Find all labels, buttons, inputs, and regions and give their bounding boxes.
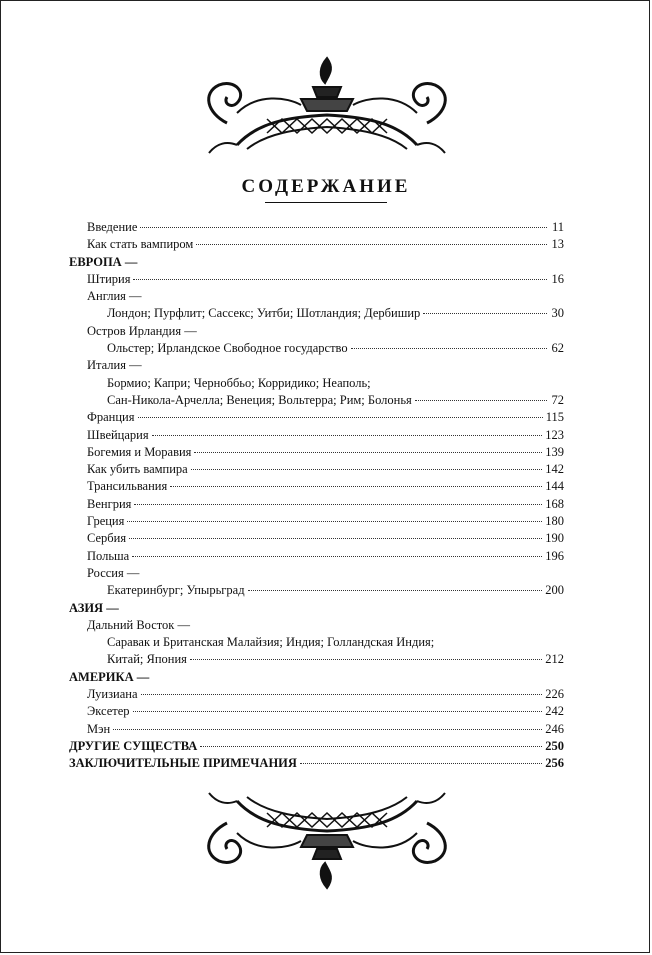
toc-entry-label: Франция [87,410,135,425]
toc-entry-page: 142 [545,462,564,477]
toc-entry-page: 226 [545,687,564,702]
toc-entry-label: Богемия и Моравия [87,444,192,459]
dot-leader [194,452,542,453]
toc-entry-label: Луизиана [87,687,138,702]
toc-entry [69,617,564,634]
toc-entry [69,288,564,305]
toc-entry-page: 123 [545,427,564,442]
dot-leader [152,435,543,436]
toc-entry-page: 180 [545,514,564,529]
toc-entry-page: 196 [545,548,564,563]
toc-entry-page: 250 [545,738,564,753]
toc-entry [69,651,564,668]
toc-entry [69,669,564,686]
toc-entry [69,323,564,340]
toc-entry-label: Трансильвания [87,479,168,494]
toc-entry-page: 62 [551,341,564,356]
toc-entry [69,703,564,720]
toc-entry-label: Сан-Никола-Арчелла; Венеция; Вольтерра; Рим; Болонья [107,392,412,407]
toc-entry-label: ЕВРОПА — [69,254,138,269]
toc-entry [69,686,564,703]
toc-entry [69,513,564,530]
dot-leader [138,417,543,418]
dot-leader [248,590,543,591]
dot-leader [423,313,547,314]
toc-entry-page: 72 [551,392,564,407]
toc-entry-label: Швейцария [87,427,149,442]
toc-entry-label: ДРУГИЕ СУЩЕСТВА [69,738,198,753]
title-underline [265,202,387,203]
toc-entry [69,478,564,495]
toc-entry-page: 190 [545,531,564,546]
toc-entry [69,392,564,409]
dot-leader [351,348,547,349]
toc-entry [69,254,564,271]
toc-entry-label: Бормио; Капри; Черноббьо; Корридико; Неаполь; [107,375,371,390]
toc-entry-page: 212 [545,652,564,667]
toc-entry-page: 246 [545,721,564,736]
dot-leader [190,659,542,660]
toc-entry-page: 242 [545,704,564,719]
toc-entry-page: 256 [545,756,564,771]
dot-leader [415,400,547,401]
dot-leader [132,556,542,557]
toc-entry [69,565,564,582]
toc-entry-label: Остров Ирландия — [87,323,197,338]
toc-entry [69,409,564,426]
dot-leader [129,538,542,539]
toc-entry-label: Как убить вампира [87,462,188,477]
toc-entry [69,582,564,599]
toc-entry-label: Саравак и Британская Малайзия; Индия; Голландская Индия; [107,635,435,650]
toc-entry-page: 144 [545,479,564,494]
toc-entry [69,340,564,357]
toc-entry [69,755,564,772]
table-of-contents [69,219,564,773]
toc-entry [69,496,564,513]
toc-entry [69,530,564,547]
toc-entry-label: Китай; Япония [107,652,187,667]
toc-entry [69,461,564,478]
dot-leader [133,279,547,280]
toc-entry-label: Сербия [87,531,127,546]
toc-entry [69,219,564,236]
toc-entry [69,738,564,755]
toc-entry-page: 30 [551,306,564,321]
dot-leader [113,729,542,730]
toc-entry [69,236,564,253]
toc-entry-label: Мэн [87,721,111,736]
toc-entry-page: 13 [551,237,564,252]
toc-entry-label: ЗАКЛЮЧИТЕЛЬНЫЕ ПРИМЕЧАНИЯ [69,756,297,771]
toc-entry [69,721,564,738]
dot-leader [141,694,543,695]
toc-entry-page: 115 [545,410,564,425]
dot-leader [191,469,543,470]
toc-entry [69,600,564,617]
toc-entry-label: Лондон; Пурфлит; Сассекс; Уитби; Шотландия; Дербишир [107,306,421,321]
toc-entry-label: АЗИЯ — [69,600,119,615]
toc-entry-label: Греция [87,514,125,529]
dot-leader [300,763,542,764]
toc-entry-label: Англия — [87,289,142,304]
toc-entry-label: Россия — [87,565,140,580]
toc-entry [69,427,564,444]
dot-leader [170,486,542,487]
toc-entry-label: Как стать вампиром [87,237,194,252]
toc-entry-label: АМЕРИКА — [69,669,150,684]
toc-entry-page: 168 [545,496,564,511]
toc-entry-label: Польша [87,548,130,563]
dot-leader [127,521,542,522]
dot-leader [200,746,542,747]
dot-leader [140,227,547,228]
toc-entry-label: Штирия [87,271,131,286]
toc-entry [69,634,564,651]
toc-entry [69,375,564,392]
toc-entry [69,271,564,288]
toc-entry-page: 11 [551,220,564,234]
toc-entry-label: Ольстер; Ирландское Свободное государство [107,341,348,356]
page-title: СОДЕРЖАНИЕ [241,176,411,197]
toc-entry [69,444,564,461]
toc-entry [69,357,564,374]
toc-entry-label: Италия — [87,358,142,373]
toc-entry-page: 16 [551,271,564,286]
toc-entry-label: Эксетер [87,704,130,719]
toc-entry-label: Дальний Восток — [87,617,191,632]
toc-entry-page: 139 [545,444,564,459]
toc-entry-label: Екатеринбург; Упырьград [107,583,245,598]
toc-entry [69,305,564,322]
dot-leader [133,711,543,712]
top-ornament [197,53,457,163]
bottom-ornament [197,783,457,893]
toc-entry [69,548,564,565]
dot-leader [196,244,547,245]
toc-entry-label: Введение [87,220,138,234]
toc-entry-page: 200 [545,583,564,598]
toc-entry-label: Венгрия [87,496,132,511]
dot-leader [134,504,542,505]
